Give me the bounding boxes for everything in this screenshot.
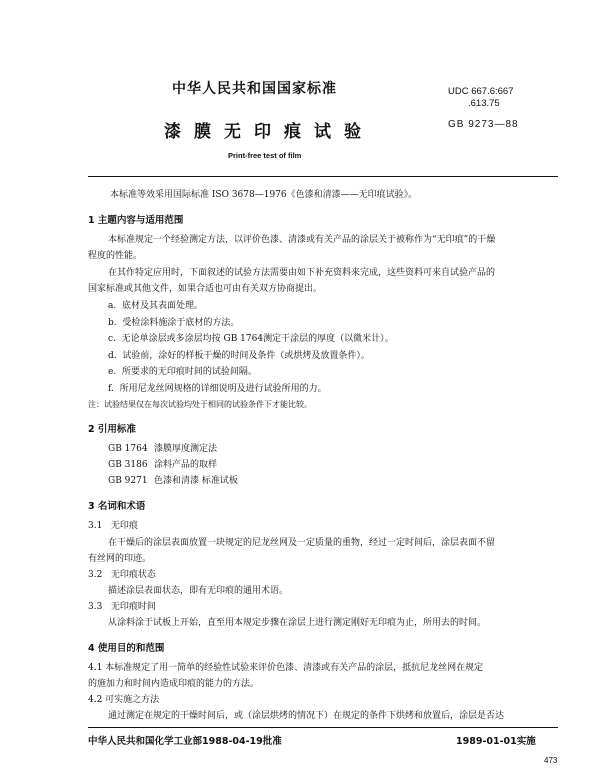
- list-item-label: b.: [108, 318, 117, 328]
- list-item-c: [108, 333, 394, 346]
- list-item-a: [108, 300, 203, 313]
- reference-name: 漆膜厚度测定法: [154, 444, 218, 454]
- approval-line: 中华人民共和国化学工业部1988-04-19批准: [88, 736, 282, 747]
- list-item-text: 底材及其表面处理。: [121, 301, 203, 311]
- term-3-1-heading: [88, 520, 138, 533]
- document-title: 漆膜无印痕试验: [164, 122, 374, 142]
- list-item-label: e.: [108, 367, 117, 377]
- term-3-2-text: 描述涂层表面状态，即有无印痕的通用术语。: [108, 586, 289, 596]
- english-title: Print-free test of film: [228, 151, 302, 160]
- term-3-3-text: 从涂料涂于试板上开始，直至用本规定步骤在涂层上进行测定刚好无印痕为止，所用去的时间。: [108, 618, 487, 628]
- term-3-3-heading: [88, 601, 156, 614]
- list-item-label: f.: [108, 384, 114, 394]
- section1-p2-line1: 在其作特定应用时，下面叙述的试验方法需要由如下补充资料来完成，这些资料可来自试验产品的: [108, 268, 496, 278]
- term-number: 3.1: [88, 521, 103, 531]
- list-item-text: 所用尼龙丝网规格的详细说明及进行试验所用的力。: [119, 384, 327, 394]
- term-name: 无印痕时间: [110, 602, 156, 612]
- list-item-text: 受检涂料施涂于底材的方法。: [122, 318, 240, 328]
- header-rule: [88, 176, 558, 177]
- term-name: 无印痕: [110, 521, 138, 531]
- reference-row: [108, 475, 238, 488]
- list-item-text: 所要求的无印痕时间的试验间隔。: [121, 367, 257, 377]
- list-item-text: 试验前，涂好的样板干燥的时间及条件（或烘烤及放置条件）。: [122, 351, 370, 361]
- list-item-label: c.: [108, 334, 116, 344]
- section1-note: 注：试验结果仅在每次试验均处于相同的试验条件下才能比较。: [88, 400, 312, 409]
- reference-code: GB 3186: [108, 460, 148, 470]
- section2-heading: 2 引用标准: [88, 424, 136, 435]
- list-item-f: [108, 383, 327, 396]
- list-item-text: 无论单涂层或多涂层均按 GB 1764测定干涂层的厚度（以微米计）。: [121, 334, 394, 344]
- list-item-label: a.: [108, 301, 117, 311]
- udc-code-line1: UDC 667.6:667: [448, 86, 514, 97]
- national-standard-heading: 中华人民共和国国家标准: [172, 81, 337, 97]
- term-3-2-heading: [88, 569, 156, 582]
- section1-p1-line1: 本标准规定一个经验测定方法，以评价色漆、清漆或有关产品的涂层关于被称作为“无印痕”的干燥: [108, 235, 496, 245]
- list-item-d: [108, 350, 370, 363]
- list-item-e: [108, 366, 257, 379]
- reference-row: [108, 443, 217, 456]
- section1-heading: 1 主题内容与适用范围: [88, 215, 184, 226]
- section4-2-heading: 4.2 可实施之方法: [88, 695, 160, 705]
- reference-code: GB 1764: [108, 444, 148, 454]
- list-item-label: d.: [108, 351, 117, 361]
- section4-p1-line2: 的施加力和时间内造成印痕的能力的方法。: [88, 679, 260, 689]
- reference-name: 涂料产品的取样: [154, 460, 218, 470]
- implementation-date: 1989-01-01实施: [456, 736, 536, 747]
- list-item-b: [108, 317, 239, 330]
- footer-rule: [88, 727, 558, 728]
- term-3-1-line1: 在干燥后的涂层表面放置一块规定的尼龙丝网及一定质量的重物，经过一定时间后，涂层表面不留: [108, 538, 496, 548]
- section1-p2-line2: 国家标准或其他文件，如果合适也可由有关双方协商提出。: [88, 284, 323, 294]
- section1-p1-line2: 程度的性能。: [88, 251, 143, 261]
- term-number: 3.3: [88, 602, 103, 612]
- section3-heading: 3 名词和术语: [88, 501, 146, 512]
- term-3-1-line2: 有丝网的印迹。: [88, 554, 152, 564]
- term-number: 3.2: [88, 570, 103, 580]
- reference-code: GB 9271: [108, 476, 148, 486]
- section4-p1-line1: 4.1 本标准规定了用一简单的经验性试验来评价色漆、清漆或有关产品的涂层，抵抗尼龙丝网在规定: [88, 663, 484, 673]
- intro-paragraph: 本标准等效采用国际标准 ISO 3678—1976《色漆和清漆——无印痕试验》。: [110, 190, 418, 200]
- page-number: 473: [544, 756, 558, 765]
- section4-2-line1: 通过测定在规定的干燥时间后，或（涂层烘烤的情况下）在规定的条件下烘烤和放置后，涂层是否达: [108, 711, 505, 721]
- reference-row: [108, 459, 217, 472]
- gb-number: GB 9273—88: [448, 119, 519, 130]
- section4-heading: 4 使用目的和范围: [88, 643, 165, 654]
- term-name: 无印痕状态: [110, 570, 156, 580]
- reference-name: 色漆和清漆 标准试板: [154, 476, 238, 486]
- udc-code-line2: .613.75: [468, 98, 500, 109]
